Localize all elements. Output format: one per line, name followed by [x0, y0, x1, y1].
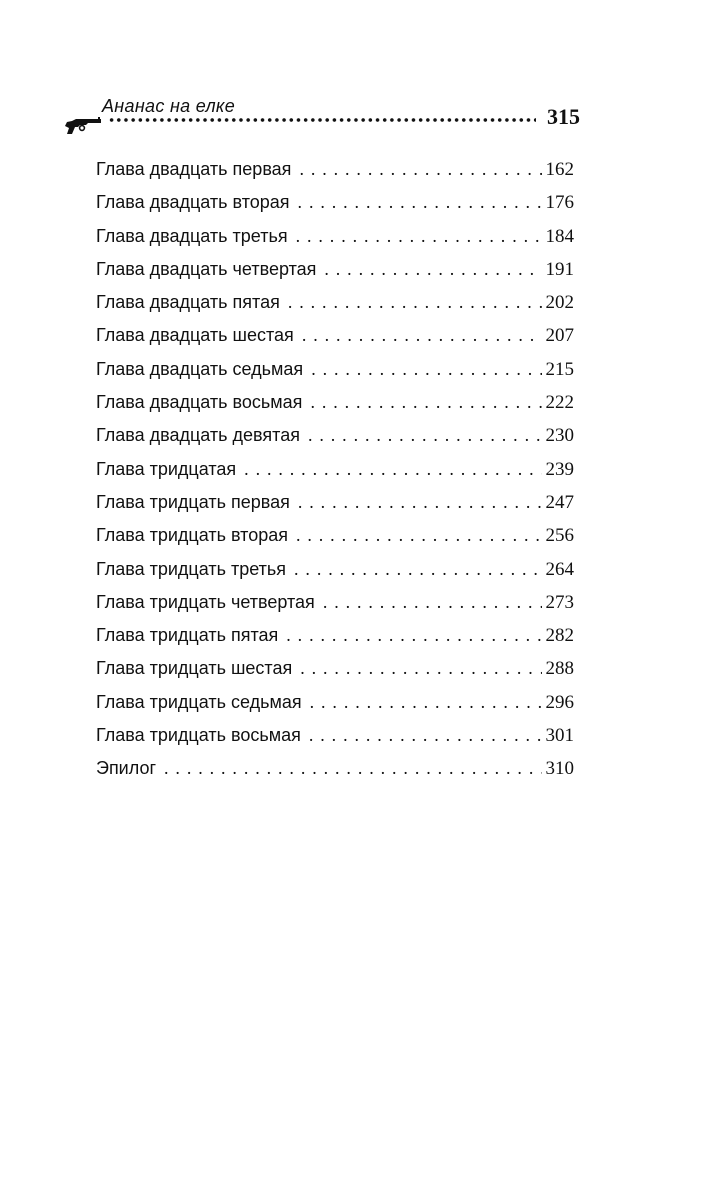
toc-entry	[96, 186, 574, 219]
toc-entry	[96, 652, 574, 685]
toc-entry	[96, 619, 574, 652]
toc-entry	[96, 486, 574, 519]
toc-entry-title: Глава тридцатая	[96, 458, 237, 479]
toc-entry-title: Глава двадцать седьмая	[96, 358, 304, 379]
toc-entry-page: 247	[545, 491, 574, 513]
toc-entry	[96, 220, 574, 253]
toc-entry-title: Глава тридцать шестая	[96, 658, 293, 679]
toc-entry-page: 239	[545, 458, 574, 480]
dot-leader	[294, 553, 541, 586]
toc-entry-page: 301	[545, 725, 574, 747]
toc-entry-page: 256	[545, 525, 574, 547]
dot-leader	[296, 519, 542, 552]
dot-leader	[302, 319, 542, 352]
toc-entry-page: 191	[545, 258, 574, 280]
toc-entry-title: Глава двадцать шестая	[96, 325, 294, 346]
toc-entry	[96, 386, 574, 419]
toc-entry-page: 230	[545, 425, 574, 447]
dot-leader	[324, 253, 541, 286]
toc-entry-page: 215	[545, 358, 574, 380]
dot-leader	[296, 220, 542, 253]
toc-entry-title: Глава тридцать третья	[96, 558, 287, 579]
dot-leader	[286, 619, 541, 652]
toc-entry	[96, 519, 574, 552]
toc-entry	[96, 253, 574, 286]
dot-leader	[308, 419, 542, 452]
dot-leader	[309, 719, 542, 752]
toc-entry	[96, 419, 574, 452]
toc-entry-title: Глава тридцать четвертая	[96, 591, 315, 612]
toc-entry-title: Глава тридцать первая	[96, 491, 290, 512]
toc-entry-title: Глава двадцать девятая	[96, 425, 300, 446]
dot-leader	[298, 186, 542, 219]
dot-leader	[310, 386, 541, 419]
toc-entry	[96, 153, 574, 186]
toc-entry-title: Глава тридцать седьмая	[96, 691, 302, 712]
toc-entry-title: Глава двадцать первая	[96, 159, 292, 179]
toc-entry	[96, 686, 574, 719]
toc-entry	[96, 453, 574, 486]
toc-entry-title: Глава тридцать пятая	[96, 625, 279, 646]
toc-entry-page: 222	[545, 392, 574, 414]
toc-entry-title: Глава двадцать четвертая	[96, 258, 317, 279]
toc-entry-page: 273	[545, 591, 574, 613]
dot-leader	[298, 486, 542, 519]
toc-entry	[96, 752, 574, 785]
dot-leader	[244, 453, 541, 486]
table-of-contents	[96, 153, 574, 786]
dot-leader	[323, 586, 542, 619]
toc-entry-title: Глава двадцать восьмая	[96, 392, 303, 413]
toc-entry-title: Глава двадцать пятая	[96, 292, 280, 313]
toc-entry-page: 282	[545, 625, 574, 647]
toc-entry	[96, 353, 574, 386]
toc-entry-page: 288	[545, 658, 574, 680]
toc-entry	[96, 553, 574, 586]
toc-entry-title: Эпилог	[96, 758, 157, 779]
toc-entry-title: Глава тридцать вторая	[96, 525, 288, 546]
dot-leader	[310, 686, 542, 719]
toc-entry-title: Глава двадцать вторая	[96, 192, 290, 213]
running-head	[64, 96, 580, 136]
toc-entry-title: Глава тридцать восьмая	[96, 725, 301, 746]
dot-leader	[164, 752, 541, 785]
toc-entry-page: 310	[545, 758, 574, 780]
toc-entry-title: Глава двадцать третья	[96, 225, 288, 246]
book-title: Ананас на елке	[102, 96, 236, 116]
toc-entry-page: 296	[545, 691, 574, 713]
toc-entry-page: 176	[545, 192, 574, 214]
dot-leader	[299, 153, 541, 186]
toc-entry	[96, 586, 574, 619]
toc-entry	[96, 719, 574, 752]
toc-entry-page: 184	[545, 225, 574, 247]
revolver-icon	[64, 112, 104, 136]
toc-entry-page: 162	[545, 159, 574, 180]
dot-leader	[288, 286, 542, 319]
toc-entry	[96, 319, 574, 352]
toc-entry	[96, 286, 574, 319]
header-dot-leader	[108, 117, 536, 123]
toc-entry-page: 207	[545, 325, 574, 347]
page-number: 315	[547, 104, 580, 129]
toc-entry-page: 202	[545, 292, 574, 314]
toc-entry-page: 264	[545, 558, 574, 580]
dot-leader	[300, 652, 541, 685]
dot-leader	[311, 353, 541, 386]
